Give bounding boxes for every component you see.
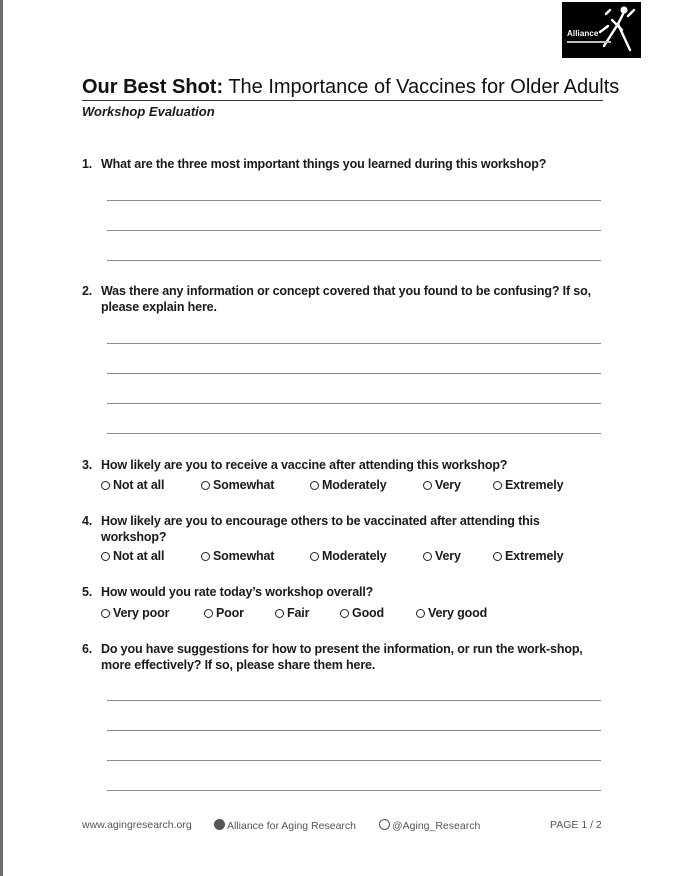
option-extremely[interactable]: Extremely xyxy=(493,478,563,492)
answer-line[interactable] xyxy=(107,700,601,701)
question-number: 2. xyxy=(82,284,93,298)
question-text: How would you rate today’s workshop overall? xyxy=(101,585,374,599)
question-text: Do you have suggestions for how to present the information, or run the work-shop, more effectively? If so, please share them here. xyxy=(101,642,583,672)
radio-icon[interactable] xyxy=(493,481,502,490)
page-edge xyxy=(0,0,3,876)
figure-logo-icon xyxy=(594,6,638,54)
answer-line[interactable] xyxy=(107,373,601,374)
question-number: 6. xyxy=(82,642,93,656)
question-number: 1. xyxy=(82,157,93,171)
option-good[interactable]: Good xyxy=(340,606,384,620)
answer-line[interactable] xyxy=(107,760,601,761)
title-underline xyxy=(82,100,603,101)
radio-icon[interactable] xyxy=(275,609,284,618)
option-poor[interactable]: Poor xyxy=(204,606,244,620)
twitter-icon xyxy=(379,819,390,830)
title-bold: Our Best Shot: xyxy=(82,76,224,98)
question-number: 3. xyxy=(82,458,93,472)
radio-icon[interactable] xyxy=(101,609,110,618)
radio-icon[interactable] xyxy=(310,481,319,490)
page-subtitle: Workshop Evaluation xyxy=(82,104,215,119)
question-text: What are the three most important things you learned during this workshop? xyxy=(101,157,547,171)
radio-icon[interactable] xyxy=(310,552,319,561)
question-text: Was there any information or concept covered that you found to be confusing? If so, please explain here. xyxy=(101,284,591,314)
option-fair[interactable]: Fair xyxy=(275,606,309,620)
question-number: 5. xyxy=(82,585,93,599)
answer-line[interactable] xyxy=(107,230,601,231)
radio-icon[interactable] xyxy=(423,481,432,490)
alliance-logo xyxy=(562,2,641,58)
radio-icon[interactable] xyxy=(201,552,210,561)
option-not-at-all[interactable]: Not at all xyxy=(101,549,164,563)
answer-line[interactable] xyxy=(107,730,601,731)
option-very-poor[interactable]: Very poor xyxy=(101,606,169,620)
answer-line[interactable] xyxy=(107,403,601,404)
radio-icon[interactable] xyxy=(101,481,110,490)
option-somewhat[interactable]: Somewhat xyxy=(201,478,274,492)
question-text: How likely are you to receive a vaccine after attending this workshop? xyxy=(101,458,508,472)
footer-facebook[interactable]: Alliance for Aging Research xyxy=(214,819,356,832)
answer-line[interactable] xyxy=(107,343,601,344)
option-somewhat[interactable]: Somewhat xyxy=(201,549,274,563)
page-title xyxy=(82,75,620,99)
radio-icon[interactable] xyxy=(416,609,425,618)
radio-icon[interactable] xyxy=(201,481,210,490)
option-very-good[interactable]: Very good xyxy=(416,606,487,620)
page-number: PAGE 1 / 2 xyxy=(550,819,602,831)
logo-tagline xyxy=(567,41,611,43)
option-moderately[interactable]: Moderately xyxy=(310,478,387,492)
option-extremely[interactable]: Extremely xyxy=(493,549,563,563)
radio-icon[interactable] xyxy=(204,609,213,618)
answer-line[interactable] xyxy=(107,200,601,201)
radio-icon[interactable] xyxy=(493,552,502,561)
title-rest: The Importance of Vaccines for Older Adults xyxy=(223,76,620,98)
radio-icon[interactable] xyxy=(340,609,349,618)
facebook-icon xyxy=(214,819,225,830)
answer-line[interactable] xyxy=(107,790,601,791)
footer-twitter[interactable]: @Aging_Research xyxy=(379,819,480,832)
option-very[interactable]: Very xyxy=(423,478,461,492)
footer-website[interactable]: www.agingresearch.org xyxy=(82,819,192,831)
answer-line[interactable] xyxy=(107,260,601,261)
logo-wordmark: Alliance xyxy=(567,29,599,38)
question-text: How likely are you to encourage others to be vaccinated after attending this workshop? xyxy=(101,514,540,544)
answer-line[interactable] xyxy=(107,433,601,434)
option-very[interactable]: Very xyxy=(423,549,461,563)
radio-icon[interactable] xyxy=(423,552,432,561)
option-not-at-all[interactable]: Not at all xyxy=(101,478,164,492)
radio-icon[interactable] xyxy=(101,552,110,561)
question-number: 4. xyxy=(82,514,93,528)
option-moderately[interactable]: Moderately xyxy=(310,549,387,563)
